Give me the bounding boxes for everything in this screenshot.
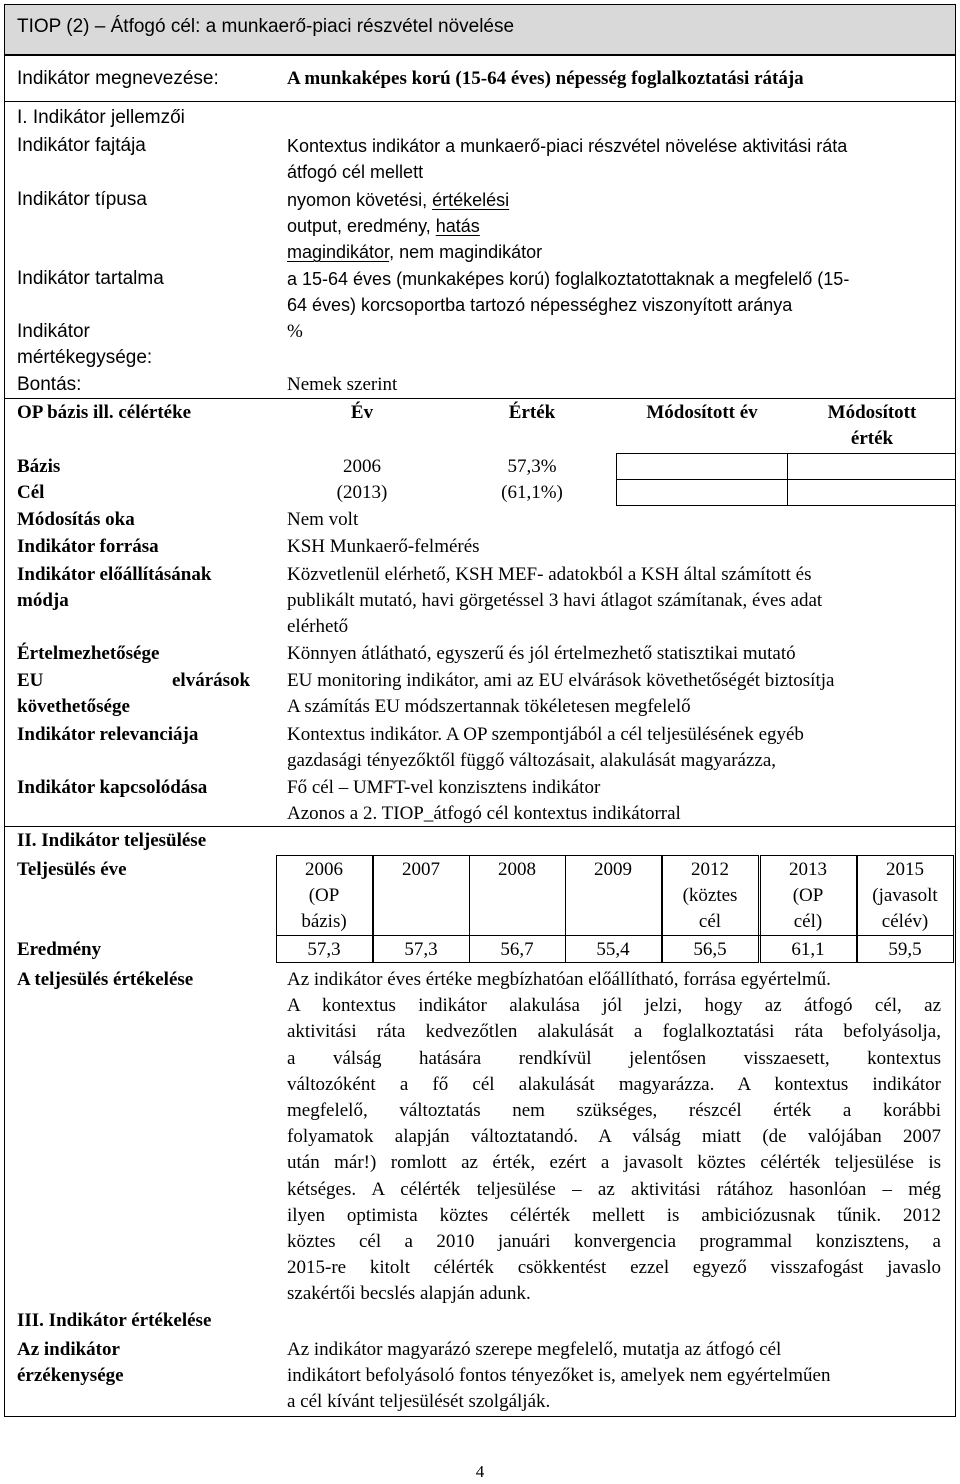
- indicator-kind-label: Indikátor fajtája: [17, 135, 146, 156]
- production-label-line2: módja: [17, 590, 69, 611]
- fulfilment-year-cell: (köztes: [682, 885, 738, 906]
- fulfilment-year-cell: 2007: [402, 859, 440, 880]
- fulfilment-year-cell: (javasolt: [872, 885, 938, 906]
- sheet-title: TIOP (2) – Átfogó cél: a munkaerő-piaci részvétel növelése: [17, 16, 515, 37]
- source-value: KSH Munkaerő-felmérés: [287, 536, 480, 557]
- sensitivity-line: a cél kívánt teljesülését szolgálják.: [287, 1391, 551, 1412]
- type-evaluation-underlined: értékelési: [432, 190, 510, 210]
- type-non-core: , nem magindikátor: [389, 242, 543, 262]
- indicator-type-line2: [287, 213, 480, 239]
- production-value-line1: Közvetlenül elérhető, KSH MEF- adatokból a KSH által számított és: [287, 564, 812, 585]
- goal-value: (61,1%): [501, 482, 563, 503]
- indicator-type-line1: [287, 187, 509, 213]
- indicator-type-line3: [287, 239, 542, 265]
- unit-value: %: [287, 321, 303, 342]
- evaluation-line: kétséges. A célérték teljesülése – az aktivitási rátához hasonlóan – még: [287, 1178, 941, 1200]
- targets-col-year: Év: [350, 402, 374, 423]
- indicator-name-label: Indikátor megnevezése:: [17, 68, 219, 89]
- fulfilment-years-label: Teljesülés éve: [17, 859, 127, 880]
- fulfilment-year-cell: cél: [698, 911, 722, 932]
- fulfilment-year-cell: (OP: [792, 885, 824, 906]
- fulfilment-year-cell: bázis): [301, 911, 347, 932]
- interpretability-label: Értelmezhetősége: [17, 643, 160, 664]
- unit-label-line1: Indikátor: [17, 321, 90, 342]
- indicator-type-label: Indikátor típusa: [17, 189, 147, 210]
- result-value: 57,3: [307, 939, 341, 960]
- indicator-content-label: Indikátor tartalma: [17, 268, 164, 289]
- base-label: Bázis: [17, 456, 61, 477]
- indicator-kind-value-line1: Kontextus indikátor a munkaerő-piaci részvétel növelése aktivitási ráta: [287, 136, 848, 156]
- section-1-heading: I. Indikátor jellemzői: [17, 107, 185, 128]
- indicator-content-line2: 64 éves) korcsoportba tartozó népességhez viszonyított aránya: [287, 295, 793, 315]
- link-value-line1: Fő cél – UMFT-vel konzisztens indikátor: [287, 777, 601, 798]
- evaluation-line: a válság hatására rendkívül jelentősen visszaesett, kontextus: [287, 1047, 941, 1069]
- divider: [4, 398, 956, 399]
- link-label: Indikátor kapcsolódása: [17, 777, 208, 798]
- eu-label-line2: követhetősége: [17, 696, 130, 717]
- targets-label: OP bázis ill. célértéke: [17, 402, 192, 423]
- goal-label: Cél: [17, 482, 45, 503]
- evaluation-label: A teljesülés értékelése: [17, 969, 194, 990]
- eu-label-part2: elvárások: [172, 670, 251, 691]
- sensitivity-label-line1: Az indikátor: [17, 1339, 120, 1360]
- result-value: 55,4: [596, 939, 630, 960]
- targets-col-mod-value-line2: érték: [850, 428, 894, 449]
- result-value: 59,5: [888, 939, 922, 960]
- evaluation-line: változóként a fő cél alakulását magyarázza. A kontextus indikátor: [287, 1073, 941, 1095]
- mod-reason-label: Módosítás oka: [17, 509, 135, 530]
- evaluation-line: A kontextus indikátor alakulása jól jelzi, hogy az átfogó cél, az: [287, 995, 941, 1017]
- production-value-line3: elérhető: [287, 616, 349, 637]
- source-label: Indikátor forrása: [17, 536, 159, 557]
- eu-label-part1: EU: [17, 670, 44, 691]
- fulfilment-year-cell: 2008: [498, 859, 536, 880]
- grid-divider: [276, 935, 954, 936]
- indicator-kind-value-line2: átfogó cél mellett: [287, 162, 424, 182]
- production-value-line2: publikált mutató, havi görgetéssel 3 havi átlagot számítanak, éves adat: [287, 590, 823, 611]
- fulfilment-year-cell: 2013: [789, 859, 827, 880]
- breakdown-label: Bontás:: [17, 374, 82, 395]
- relevance-label: Indikátor relevanciája: [17, 724, 199, 745]
- indicator-name-value: A munkaképes korú (15-64 éves) népesség foglalkoztatási rátája: [287, 68, 804, 89]
- fulfilment-year-cell: cél): [793, 911, 823, 932]
- fulfilment-year-cell: 2009: [594, 859, 632, 880]
- fulfilment-year-cell: célév): [881, 911, 929, 932]
- divider: [4, 55, 956, 56]
- divider: [4, 101, 956, 102]
- fulfilment-year-cell: 2012: [691, 859, 729, 880]
- evaluation-line: ilyen optimista köztes célérték mellett is ambiciózusnak tűnik. 2012: [287, 1204, 941, 1226]
- evaluation-line: köztes cél a 2010 januári konvergencia programmal konzisztens, a: [287, 1231, 941, 1252]
- evaluation-line: aktivitási ráta kedvezőtlen alakulását a foglalkoztatási ráta befolyásolja,: [287, 1021, 941, 1043]
- divider: [4, 826, 956, 827]
- interpretability-value: Könnyen átlátható, egyszerű és jól értelmezhető statisztikai mutató: [287, 643, 796, 664]
- fulfilment-year-cell: 2015: [886, 859, 924, 880]
- type-core-indicator-underlined: magindikátor: [287, 242, 390, 262]
- fulfilment-year-cell: (OP: [308, 885, 340, 906]
- grid-divider: [616, 479, 956, 480]
- sensitivity-line: Az indikátor magyarázó szerepe megfelelő, mutatja az átfogó cél: [287, 1339, 782, 1360]
- link-value-line2: Azonos a 2. TIOP_átfogó cél kontextus indikátorral: [287, 803, 681, 824]
- result-value: 56,7: [500, 939, 534, 960]
- goal-year: (2013): [336, 482, 388, 503]
- sensitivity-label-line2: érzékenysége: [17, 1365, 124, 1386]
- evaluation-line: után már!) romlott az érték, ezért a javasolt köztes célérték teljesülése is: [287, 1152, 941, 1174]
- result-label: Eredmény: [17, 939, 102, 960]
- targets-col-value: Érték: [508, 402, 556, 423]
- section-2-heading: II. Indikátor teljesülése: [17, 830, 207, 851]
- base-value: 57,3%: [507, 456, 557, 477]
- targets-col-mod-value-line1: Módosított: [827, 402, 917, 423]
- type-impact-underlined: hatás: [435, 216, 480, 236]
- result-value: 56,5: [693, 939, 727, 960]
- base-year: 2006: [343, 456, 381, 477]
- type-tracking: nyomon követési,: [287, 190, 433, 210]
- section-3-heading: III. Indikátor értékelése: [17, 1310, 212, 1331]
- evaluation-line: szakértői becslés alapján adunk.: [287, 1283, 531, 1305]
- production-label-line1: Indikátor előállításának: [17, 564, 212, 585]
- evaluation-line: folyamatok alapján változtatandó. A válság miatt (de valójában 2007: [287, 1126, 941, 1148]
- page-number: 4: [475, 1462, 485, 1481]
- indicator-content-line1: a 15-64 éves (munkaképes korú) foglalkoztatottaknak a megfelelő (15-: [287, 269, 850, 289]
- fulfilment-year-cell: 2006: [305, 859, 343, 880]
- relevance-value-line1: Kontextus indikátor. A OP szempontjából a cél teljesülésének egyéb: [287, 724, 804, 745]
- relevance-value-line2: gazdasági tényezőktől függő változásait, alakulását magyarázza,: [287, 750, 777, 771]
- result-value: 61,1: [791, 939, 825, 960]
- result-value: 57,3: [404, 939, 438, 960]
- evaluation-line: 2015-re kitolt célérték csökkentést ezzel egyező visszafogást javaslo: [287, 1257, 941, 1279]
- breakdown-value: Nemek szerint: [287, 374, 398, 395]
- eu-value-line2: A számítás EU módszertannak tökéletesen megfelelő: [287, 696, 691, 717]
- evaluation-line: Az indikátor éves értéke megbízhatóan előállítható, forrása egyértelmű.: [287, 969, 831, 990]
- eu-value-line1: EU monitoring indikátor, ami az EU elvárások követhetőségét biztosítja: [287, 670, 835, 691]
- targets-col-mod-year: Módosított év: [646, 402, 758, 423]
- unit-label-line2: mértékegysége:: [17, 347, 153, 368]
- type-output-result: output, eredmény,: [287, 216, 436, 236]
- mod-reason-value: Nem volt: [287, 509, 359, 530]
- evaluation-line: megfelelő, változtatás nem szükséges, részcél érték a korábbi: [287, 1100, 941, 1121]
- sensitivity-line: indikátort befolyásoló fontos tényezőket is, amelyek nem egyértelműen: [287, 1365, 831, 1386]
